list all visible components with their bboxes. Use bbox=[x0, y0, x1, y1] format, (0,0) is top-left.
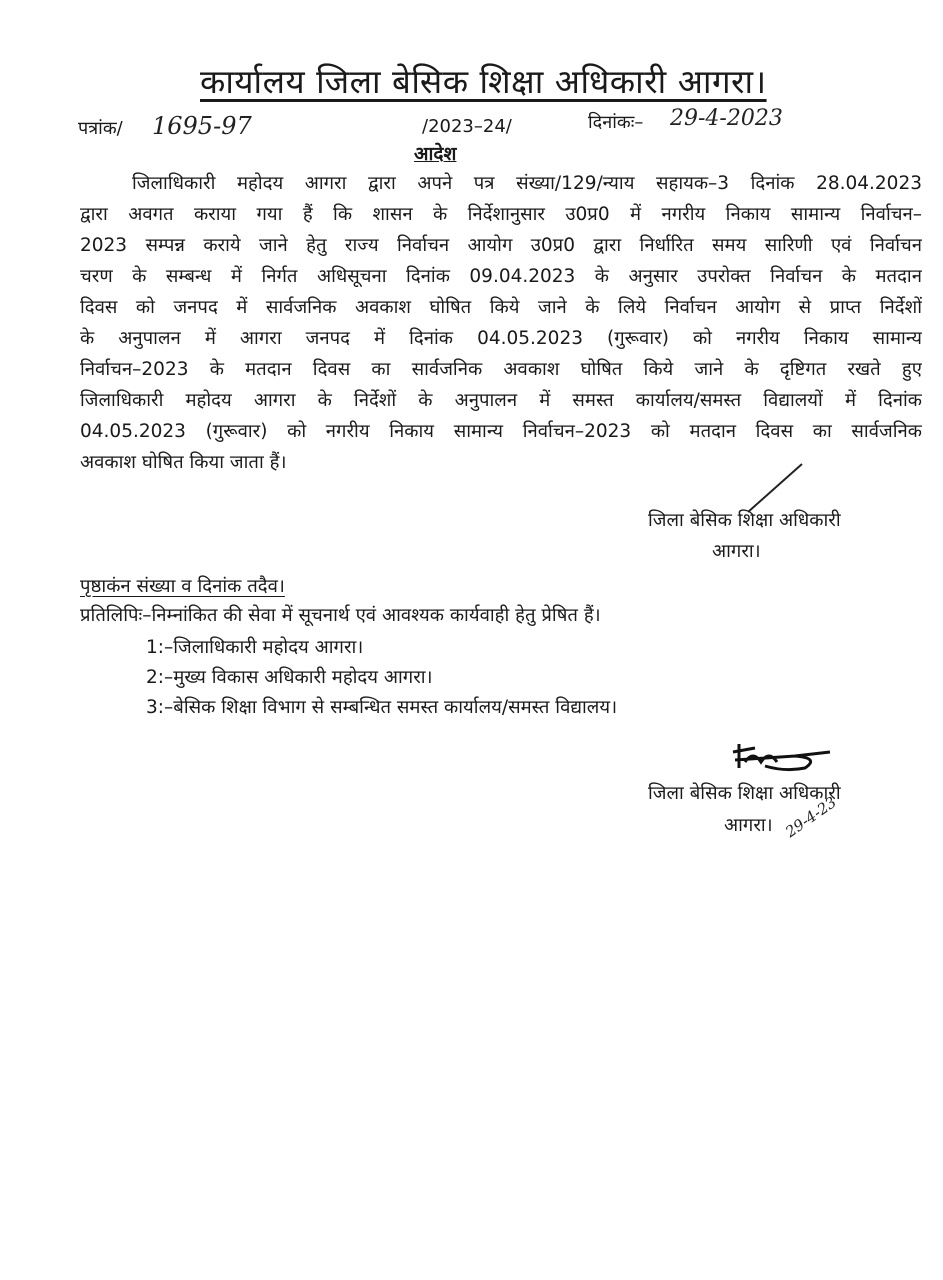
copy-recipient: 1:–जिलाधिकारी महोदय आगरा। bbox=[146, 637, 364, 658]
order-heading: आदेश bbox=[414, 143, 457, 165]
body-line: द्वारा अवगत कराया गया हैं कि शासन के निर्देशानुसार उ0प्र0 में नगरीय निकाय सामान्य निर्वाचन– bbox=[80, 204, 922, 225]
signature-designation: जिला बेसिक शिक्षा अधिकारी bbox=[648, 783, 841, 804]
body-line: अवकाश घोषित किया जाता हैं। bbox=[80, 452, 287, 473]
letter-number-handwritten: 1695-97 bbox=[152, 112, 252, 140]
letter-number-label: पत्रांक/ bbox=[78, 118, 123, 139]
order-body bbox=[80, 168, 922, 478]
handwritten-initial-date: 29-4-23 bbox=[782, 793, 840, 841]
body-line: जिलाधिकारी महोदय आगरा के निर्देशों के अनुपालन में समस्त कार्यालय/समस्त विद्यालयों में दिनांक bbox=[80, 390, 922, 411]
endorsement-heading: पृष्ठाकंन संख्या व दिनांक तदैव। bbox=[80, 576, 285, 597]
signature-place: आगरा। bbox=[724, 815, 773, 836]
copy-to-line: प्रतिलिपिः–निम्नांकित की सेवा में सूचनार्थ एवं आवश्यक कार्यवाही हेतु प्रेषित हैं। bbox=[80, 605, 601, 626]
session-year: /2023–24/ bbox=[422, 116, 512, 137]
body-line: के अनुपालन में आगरा जनपद में दिनांक 04.05.2023 (गुरूवार) को नगरीय निकाय सामान्य bbox=[80, 328, 922, 349]
handwritten-signature-icon bbox=[725, 738, 835, 778]
office-title: कार्यालय जिला बेसिक शिक्षा अधिकारी आगरा। bbox=[200, 62, 767, 101]
date-handwritten: 29-4-2023 bbox=[670, 106, 783, 131]
date-label: दिनांकः– bbox=[588, 112, 644, 133]
signature-designation: जिला बेसिक शिक्षा अधिकारी bbox=[648, 510, 841, 531]
body-line: 04.05.2023 (गुरूवार) को नगरीय निकाय सामान्य निर्वाचन–2023 को मतदान दिवस का सार्वजनिक bbox=[80, 421, 922, 442]
body-line: जिलाधिकारी महोदय आगरा द्वारा अपने पत्र संख्या/129/न्याय सहायक–3 दिनांक 28.04.2023 bbox=[132, 173, 922, 194]
signature-place: आगरा। bbox=[712, 541, 761, 562]
body-line: चरण के सम्बन्ध में निर्गत अधिसूचना दिनांक 09.04.2023 के अनुसार उपरोक्त निर्वाचन के मतदान bbox=[80, 266, 922, 287]
body-line: निर्वाचन–2023 के मतदान दिवस का सार्वजनिक अवकाश घोषित किये जाने के दृष्टिगत रखते हुए bbox=[80, 359, 922, 380]
body-line: 2023 सम्पन्न कराये जाने हेतु राज्य निर्वाचन आयोग उ0प्र0 द्वारा निर्धारित समय सारिणी एवं निर्वाचन bbox=[80, 235, 922, 256]
copy-recipient: 2:–मुख्य विकास अधिकारी महोदय आगरा। bbox=[146, 667, 433, 688]
copy-recipient: 3:–बेसिक शिक्षा विभाग से सम्बन्धित समस्त कार्यालय/समस्त विद्यालय। bbox=[146, 697, 618, 718]
body-line: दिवस को जनपद में सार्वजनिक अवकाश घोषित किये जाने के लिये निर्वाचन आयोग से प्राप्त निर्देशों bbox=[80, 297, 922, 318]
